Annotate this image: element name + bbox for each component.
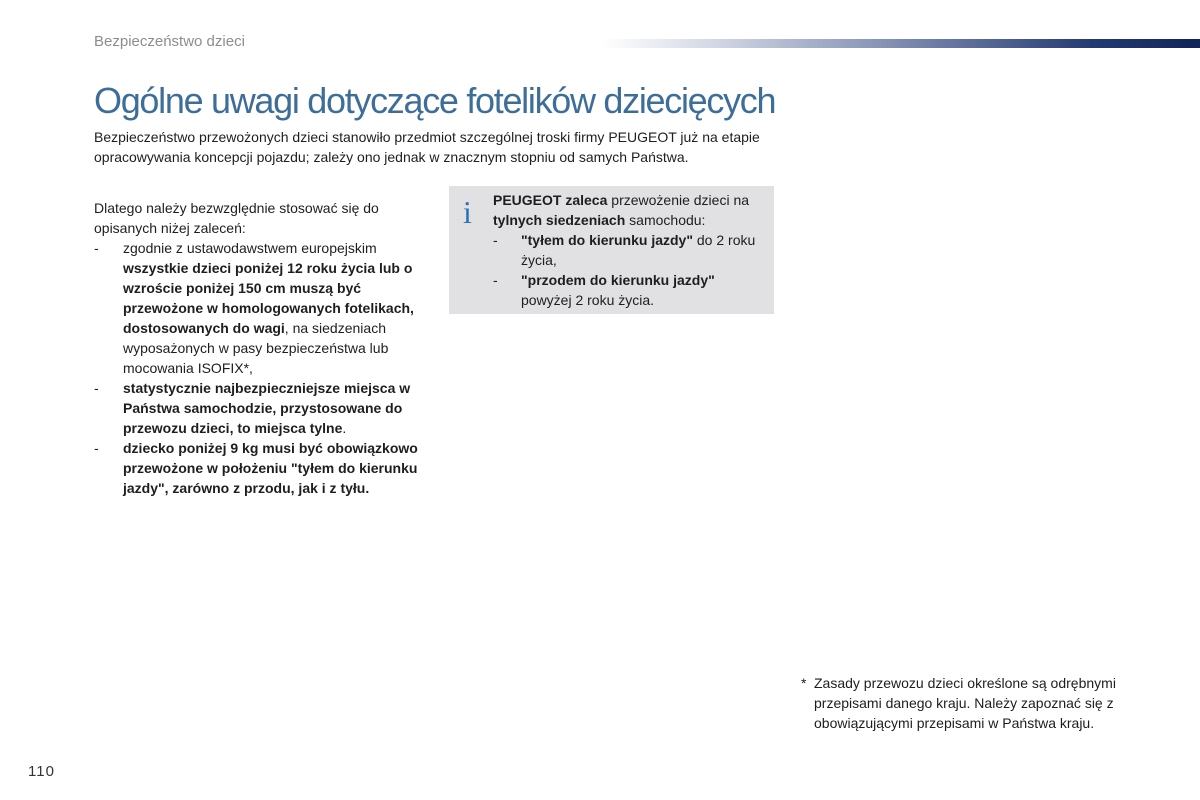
list-dash: - [94,240,99,256]
info-list [493,230,763,310]
footnote [801,673,1121,733]
list-item [94,378,424,438]
list-item-post: . [342,420,347,436]
list-item-post: , na siedzeniach wyposażonych w pasy bezpieczeństwa lub mocowania ISOFIX*, [123,320,389,376]
list-item [94,438,424,498]
info-list-item [493,270,763,310]
list-dash: - [493,272,498,288]
info-item-bold: "tyłem do kierunku jazdy" [521,232,693,248]
info-item-bold: "przodem do kierunku jazdy" [521,272,715,288]
header-bar [602,39,1200,48]
footnote-asterisk: * [801,675,807,691]
recommendations-column [94,198,424,498]
recommendations-list [94,238,424,498]
recommendations-lead: Dlatego należy bezwzględnie stosować się do opisanych niżej zaleceń: [94,200,379,236]
list-item-bold: wszystkie dzieci poniżej 12 roku życia lub o wzroście poniżej 150 cm muszą być przewożone w homologowanych fotelikach, dostosowanych do wagi [123,260,414,336]
list-dash: - [493,232,498,248]
intro-paragraph: Bezpieczeństwo przewożonych dzieci stanowiło przedmiot szczególnej troski firmy PEUGEOT już na etapie opracowywania koncepcji pojazdu; zależy ono jednak w znacznym stopniu od samych Państwa. [94,129,760,165]
footnote-text: Zasady przewozu dzieci określone są odrębnymi przepisami danego kraju. Należy zapoznać się z obowiązującymi przepisami w Państwa kraju. [814,675,1116,731]
info-box [449,186,774,314]
info-icon: i [463,194,472,230]
info-item-text: do 2 roku życia, [521,232,756,268]
list-item-pre: zgodnie z ustawodawstwem europejskim [123,240,377,256]
info-text-part: samochodu: [625,212,706,228]
info-list-item [493,230,763,270]
list-item [94,238,424,378]
info-lead [493,190,763,230]
info-text-part: przewożenie dzieci na [607,192,750,208]
section-title: Bezpieczeństwo dzieci [94,33,245,50]
info-bold-seats: tylnych siedzeniach [493,212,626,228]
page-title: Ogólne uwagi dotyczące fotelików dziecięcych [94,80,776,121]
info-text [493,190,763,310]
list-dash: - [94,440,99,456]
list-dash: - [94,380,99,396]
page-number: 110 [28,763,55,780]
list-item-bold: statystycznie najbezpieczniejsze miejsca w Państwa samochodzie, przystosowane do przewozu dzieci, to miejsca tylne [123,380,411,436]
info-item-text: powyżej 2 roku życia. [521,292,655,308]
info-bold-brand: PEUGEOT zaleca [493,192,608,208]
list-item-bold: dziecko poniżej 9 kg musi być obowiązkowo przewożone w położeniu "tyłem do kierunku jazdy", zarówno z przodu, jak i z tyłu. [123,440,418,496]
